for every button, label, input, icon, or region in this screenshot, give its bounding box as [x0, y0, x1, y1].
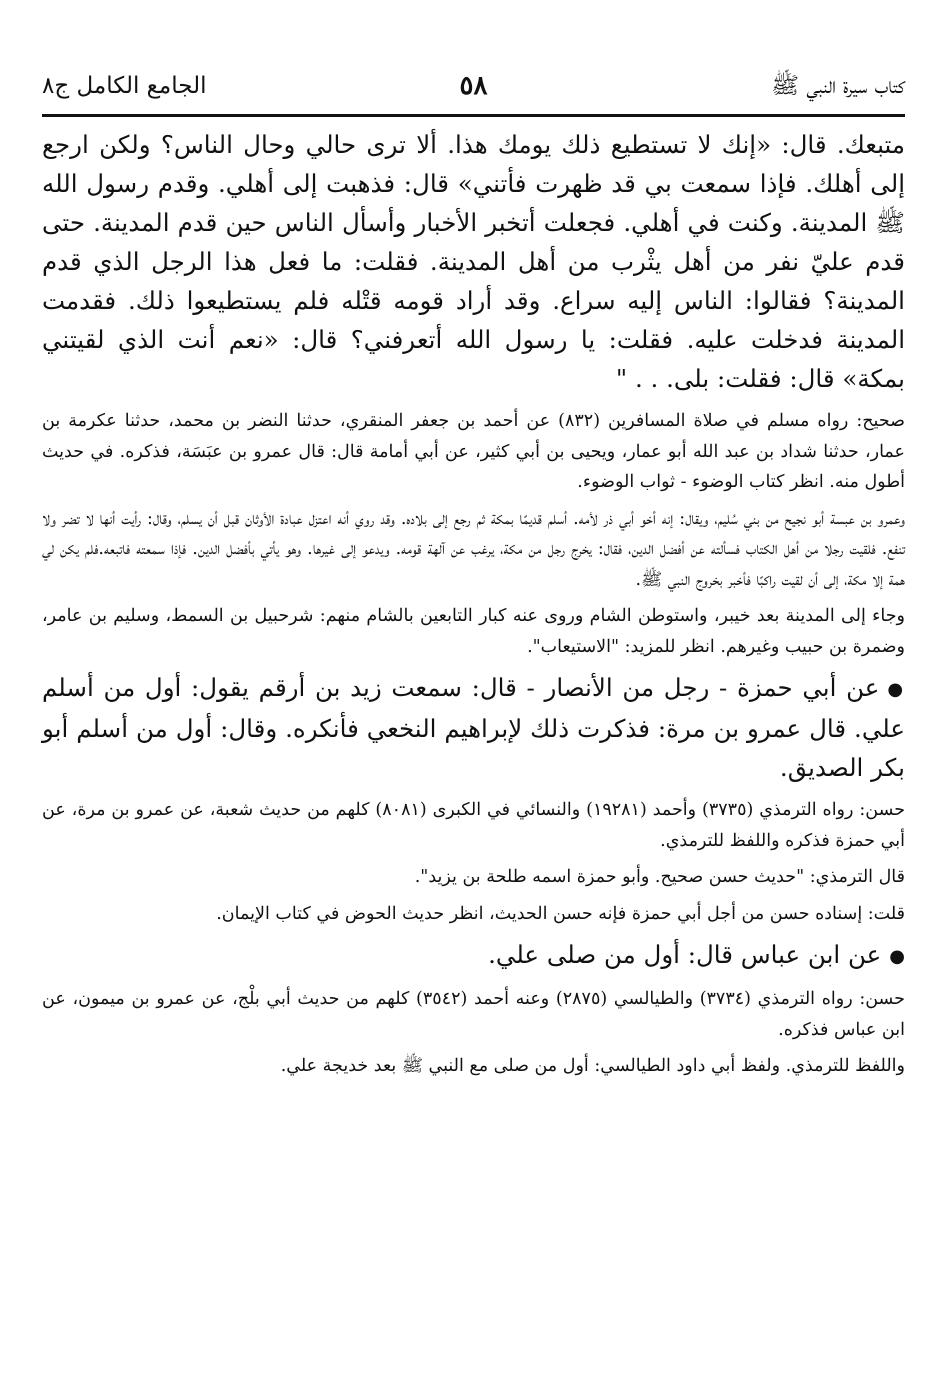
note-paragraph: صحيح: رواه مسلم في صلاة المسافرين (٨٣٢) عن أحمد بن جعفر المنقري، حدثنا النضر بن محمد، حدثنا عكرمة بن عمار، حدثنا شداد بن عبد الله أبو عمار، ويحيى بن أبي كثير، عن أبي أمامة قال: قال عمرو بن عبَسَة، فذكره. في حديث أطول منه. انظر كتاب الوضوء - ثواب الوضوء. — [42, 411, 905, 492]
note-paragraph: وجاء إلى المدينة بعد خيبر، واستوطن الشام وروى عنه كبار التابعين بالشام منهم: شرحبيل بن السمط، وسليم بن عامر، وضمرة بن حبيب وغيرهم. انظر للمزيد: "الاستيعاب". — [42, 606, 905, 657]
page-header — [42, 64, 905, 108]
note-paragraph: وعمرو بن عبسة أبو نجيح من بني سُليم، ويقال: إنه أخو أبي ذر لأمه. أسلم قديمًا بمكة ثم رجع إلى بلاده. وقد روي أنه اعتزل عبادة الأوثان قبل أن يسلم، وقال: رأيت أنها لا تضر ولا تنفع. فلقيت رجلا من أهل الكتاب فسألته عن أفضل الدين، فقال: يخرج رجل من مكة، يرغب عن آلهة قومه. ويدعو إلى غيرها. وهو يأتي بأفضل الدين. فإذا سمعته فاتبعه.فلم يكن لي همة إلا مكة، إلى أن لقيت راكبًا فأخبر بخروج النبي ﷺ. — [42, 508, 905, 590]
bullet-icon: ● — [887, 679, 905, 700]
book-title: كتاب سيرة النبي ﷺ — [771, 73, 905, 99]
note-paragraph: قال الترمذي: "حديث حسن صحيح. وأبو حمزة اسمه طلحة بن يزيد". — [414, 867, 905, 887]
header-rule — [42, 114, 905, 117]
bullet-icon: ● — [889, 946, 905, 967]
hadith-text: عن أبي حمزة - رجل من الأنصار - قال: سمعت زيد بن أرقم يقول: أول من أسلم علي. قال عمرو بن مرة: فذكرت ذلك لإبراهيم النخعي فأنكره. وقال: أول من أسلم أبو بكر الصديق. — [42, 673, 905, 782]
note-paragraph: واللفظ للترمذي. ولفظ أبي داود الطيالسي: أول من صلى مع النبي ﷺ بعد خديجة علي. — [280, 1056, 905, 1076]
hadith-text: عن ابن عباس قال: أول من صلى علي. — [488, 940, 882, 969]
main-text-paragraph: متبعك. قال: «إنك لا تستطيع ذلك يومك هذا. ألا ترى حالي وحال الناس؟ ولكن ارجع إلى أهلك. فإذا سمعت بي قد ظهرت فأتني» قال: فذهبت إلى أهلي. وقدم رسول الله ﷺ المدينة. وكنت في أهلي. فجعلت أتخبر الأخبار وأسأل الناس حين قدم المدينة. حتى قدم عليّ نفر من أهل يثْرب من أهل المدينة. فقلت: ما فعل هذا الرجل الذي قدم المدينة؟ فقالوا: الناس إليه سراع. وقد أراد قومه قتْله فلم يستطيعوا ذلك. فقدمت المدينة فدخلت عليه. فقلت: يا رسول الله أتعرفني؟ قال: «نعم أنت الذي لقيتني بمكة» قال: فقلت: بلى. . . " — [42, 130, 905, 393]
note-paragraph: حسن: رواه الترمذي (٣٧٣٥) وأحمد (١٩٢٨١) والنسائي في الكبرى (٨٠٨١) كلهم من حديث شعبة، عن عمرو بن مرة، عن أبي حمزة فذكره واللفظ للترمذي. — [42, 800, 906, 851]
hadith-paragraph — [42, 935, 905, 976]
book-page — [42, 64, 905, 1356]
page-number: ٥٨ — [459, 71, 488, 101]
note-paragraph: قلت: إسناده حسن من أجل أبي حمزة فإنه حسن الحديث، انظر حديث الحوض في كتاب الإيمان. — [216, 903, 905, 924]
hadith-paragraph — [42, 668, 905, 787]
volume-title: الجامع الكامل ج٨ — [42, 73, 207, 99]
note-paragraph: حسن: رواه الترمذي (٣٧٣٤) والطيالسي (٢٨٧٥) وعنه أحمد (٣٥٤٢) كلهم من حديث أبي بلْج، عن عمرو بن ميمون، عن ابن عباس فذكره. — [42, 989, 905, 1040]
